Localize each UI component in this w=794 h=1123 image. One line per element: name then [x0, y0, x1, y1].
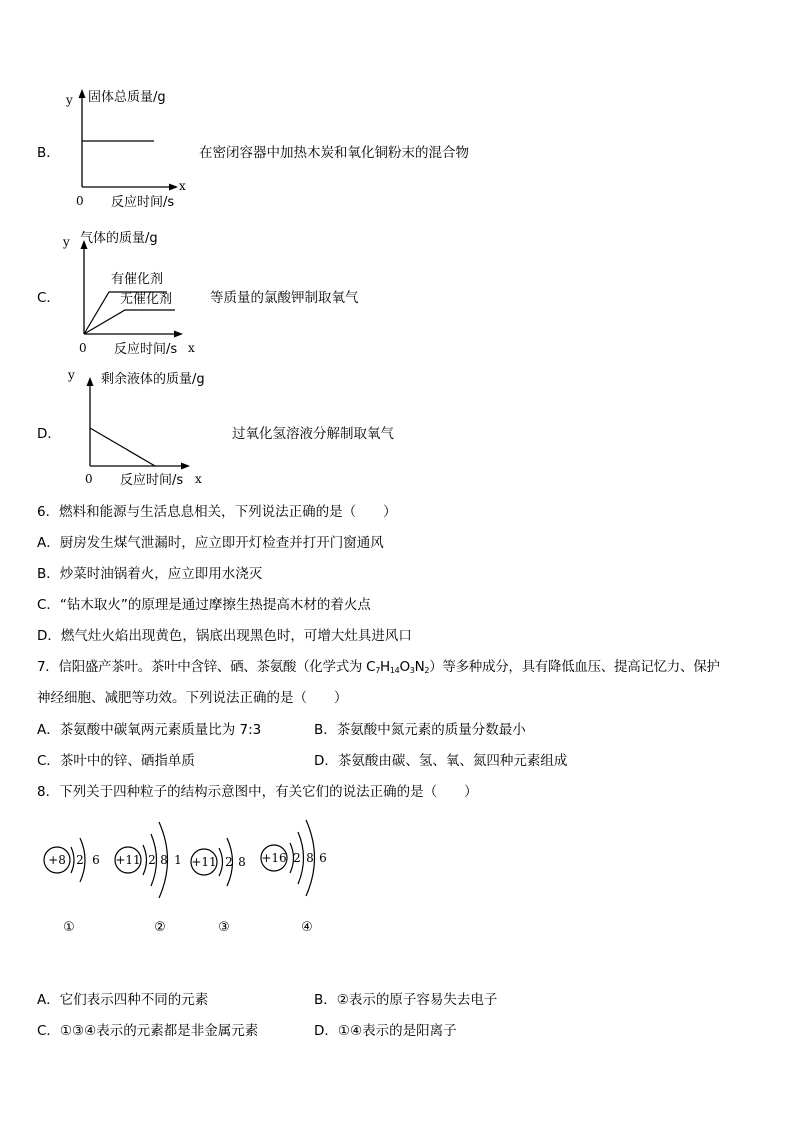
- q7-stem-line2: 神经细胞、减肥等功效。下列说法正确的是（ ）: [37, 690, 348, 706]
- particle-1-nucleus: +8: [48, 853, 66, 867]
- graph-c-y-label: 气体的质量/g: [80, 231, 158, 246]
- particle-2-shell-1: [143, 845, 147, 875]
- q7-option-a: A．茶氨酸中碳氧两元素质量比为 7:3: [37, 722, 262, 738]
- particle-1-shell-1-count: 2: [76, 853, 84, 867]
- q7-formula-c-sub: 7: [375, 666, 381, 675]
- graph-c-origin: 0: [79, 341, 87, 355]
- q7-stem-before: 7．信阳盛产茶叶。茶叶中含锌、硒、茶氨酸（化学式为 C: [37, 659, 376, 675]
- particle-3-nucleus: +11: [191, 855, 217, 869]
- q6-option-b: B．炒菜时油锅着火，应立即用水浇灭: [37, 566, 263, 582]
- particle-4-shell-2-count: 8: [306, 851, 314, 865]
- option-c-description: 等质量的氯酸钾制取氧气: [210, 290, 359, 306]
- graph-b-origin: 0: [76, 194, 84, 208]
- particle-3: [191, 838, 246, 935]
- particle-4-nucleus: +16: [261, 851, 287, 865]
- graph-d-y-letter: y: [68, 368, 75, 382]
- q7-option-c: C．茶叶中的锌、硒指单质: [37, 753, 195, 769]
- particle-3-shell-1: [219, 848, 223, 876]
- particle-1: [44, 838, 100, 935]
- q7-formula-n-sub: 2: [424, 666, 430, 675]
- particle-1-label: ①: [63, 920, 75, 935]
- q8-option-c: C．①③④表示的元素都是非金属元素: [37, 1023, 259, 1039]
- graph-b-x-letter: x: [179, 179, 186, 193]
- graph-c-curve-label-no-catalyst: 无催化剂: [120, 292, 173, 307]
- q7-stem-after: ）等多种成分，具有降低血压、提高记忆力、保护: [429, 659, 720, 675]
- particle-3-shell-1-count: 2: [225, 855, 233, 869]
- q6-option-d: D．燃气灶火焰出现黄色，锅底出现黑色时，可增大灶具进风口: [37, 628, 412, 644]
- q6-option-a: A．厨房发生煤气泄漏时，应立即开灯检查并打开门窗通风: [37, 535, 384, 551]
- particle-2-label: ②: [154, 920, 166, 935]
- particle-1-shell-1: [71, 847, 74, 873]
- option-b-letter: B．: [37, 145, 60, 161]
- particle-4: [261, 820, 327, 935]
- graph-d-y-label: 剩余液体的质量/g: [101, 372, 205, 387]
- option-d-description: 过氧化氢溶液分解制取氧气: [232, 426, 394, 442]
- graph-d-origin: 0: [85, 472, 93, 486]
- particle-2-shell-3-count: 1: [174, 853, 182, 867]
- graph-c-x-letter: x: [188, 341, 195, 355]
- q8-option-d: D．①④表示的是阳离子: [314, 1023, 457, 1039]
- particle-2-nucleus: +11: [115, 853, 141, 867]
- q7-formula-h-sub: 14: [389, 666, 400, 675]
- particle-2-shell-2-count: 8: [160, 853, 168, 867]
- q7-option-d: D．茶氨酸由碳、氢、氧、氮四种元素组成: [314, 753, 568, 769]
- q7-formula-o-sub: 3: [409, 666, 415, 675]
- graph-d-x-label: 反应时间/s: [120, 473, 184, 488]
- q6-option-c: C．“钻木取火”的原理是通过摩擦生热提高木材的着火点: [37, 597, 371, 613]
- graph-b-y-label: 固体总质量/g: [88, 90, 166, 105]
- q8-stem: 8．下列关于四种粒子的结构示意图中，有关它们的说法正确的是（ ）: [37, 784, 478, 800]
- graph-c-y-letter: y: [63, 235, 70, 249]
- option-d-letter: D．: [37, 426, 61, 442]
- graph-c-curve-label-catalyst: 有催化剂: [111, 272, 164, 287]
- particle-2-shell-1-count: 2: [148, 853, 156, 867]
- q7-formula-h: H: [380, 659, 390, 675]
- graph-b-y-letter: y: [66, 93, 73, 107]
- graph-b-x-label: 反应时间/s: [111, 195, 175, 210]
- particle-3-label: ③: [218, 920, 230, 935]
- particle-3-shell-2-count: 8: [238, 855, 246, 869]
- option-b-description: 在密闭容器中加热木炭和氧化铜粉末的混合物: [199, 145, 469, 161]
- q8-option-a: A．它们表示四种不同的元素: [37, 992, 209, 1008]
- particle-2: [115, 822, 182, 935]
- particle-4-label: ④: [301, 920, 313, 935]
- graph-d-x-letter: x: [195, 472, 202, 486]
- particle-1-shell-2-count: 6: [92, 853, 100, 867]
- q6-stem: 6．燃料和能源与生活息息相关，下列说法正确的是（ ）: [37, 504, 397, 520]
- particle-4-shell-1-count: 2: [293, 851, 301, 865]
- q7-option-b: B．茶氨酸中氮元素的质量分数最小: [314, 722, 526, 738]
- graph-c-x-label: 反应时间/s: [114, 342, 178, 357]
- q7-formula-n: N: [414, 659, 425, 675]
- q7-formula-o: O: [399, 659, 410, 675]
- q8-option-b: B．②表示的原子容易失去电子: [314, 992, 498, 1008]
- option-c-letter: C．: [37, 290, 60, 306]
- particle-4-shell-3-count: 6: [319, 851, 327, 865]
